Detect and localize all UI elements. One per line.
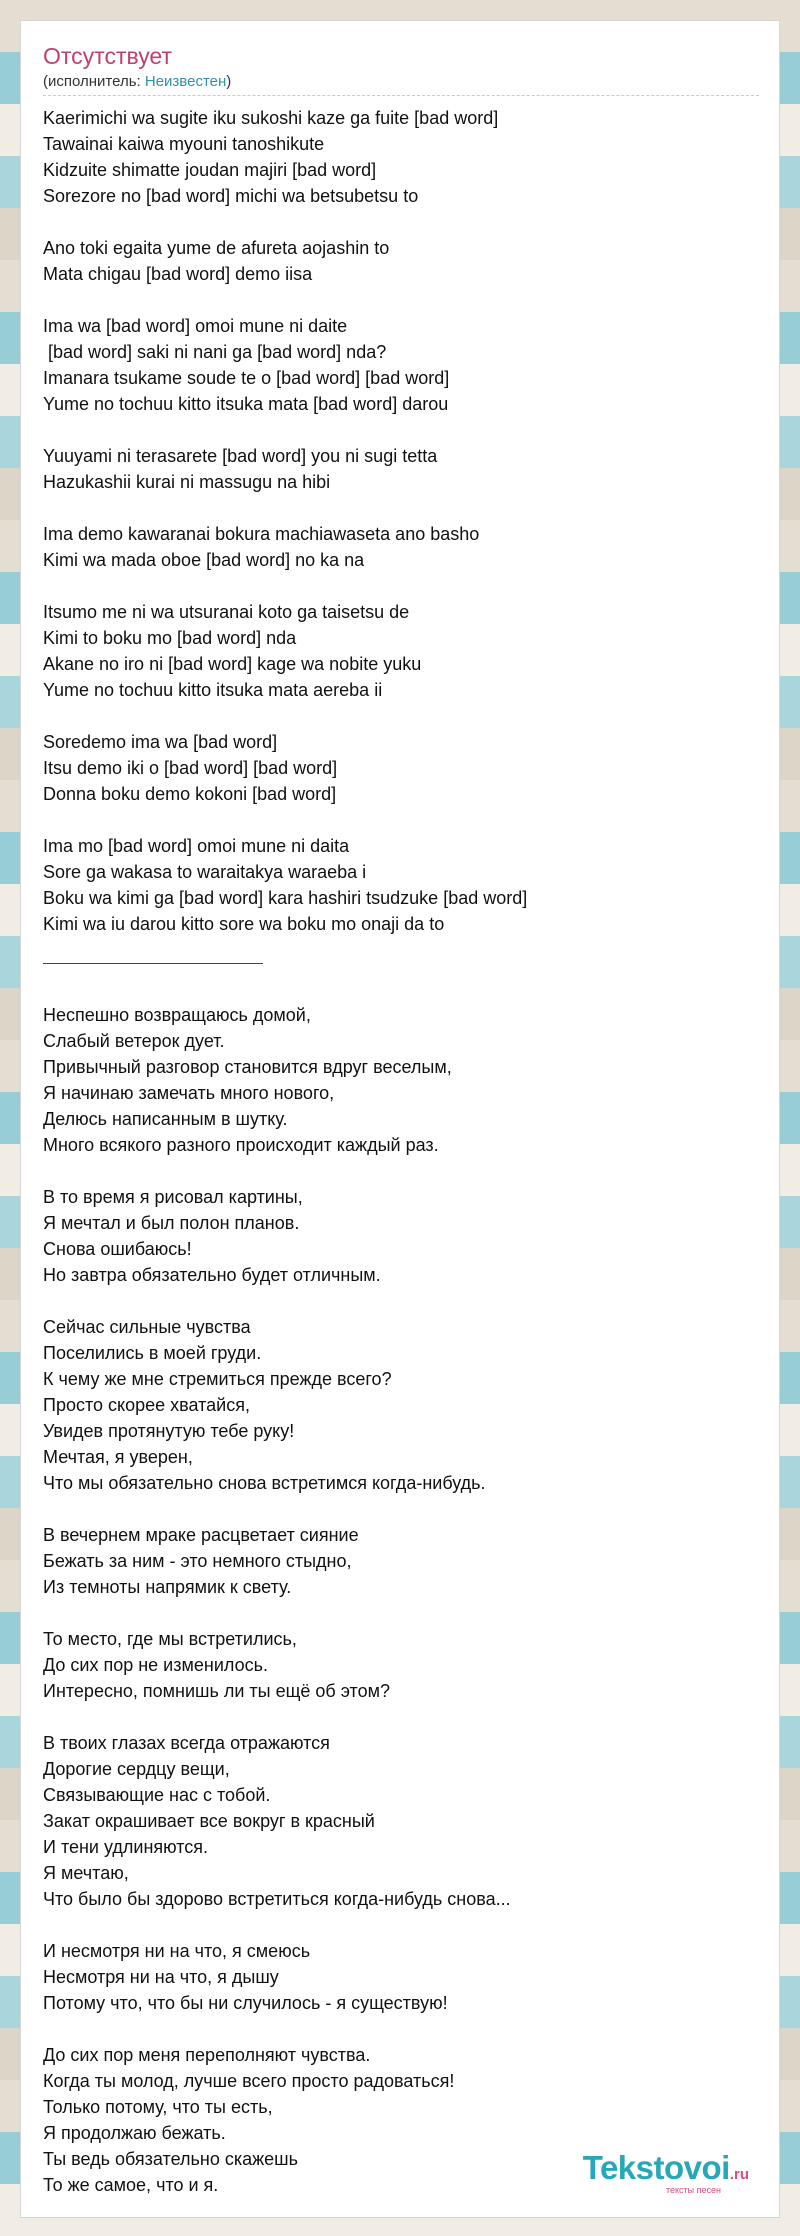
translation-stanza [43,1184,759,1288]
translation-line: Я продолжаю бежать. [43,2123,226,2143]
translation-stanza [43,1314,759,1496]
lyrics-body [43,105,759,2224]
translation-stanza [43,1002,759,1158]
translation-stanza [43,1938,759,2016]
translation-line: Просто скорее хватайся, [43,1395,250,1415]
translation-line: До сих пор не изменилось. [43,1655,268,1675]
translation-line: Неспешно возвращаюсь домой, [43,1005,311,1025]
translation-line: Делюсь написанным в шутку. [43,1109,288,1129]
original-stanza [43,729,759,807]
original-line: Ima mo [bad word] omoi mune ni daita [43,836,350,856]
original-line: Sorezore no [bad word] michi wa betsubetsu to [43,186,419,206]
translation-line: До сих пор меня переполняют чувства. [43,2045,371,2065]
original-line: Kimi to boku mo [bad word] nda [43,628,297,648]
translation-line: Только потому, что ты есть, [43,2097,273,2117]
translation-line: В то время я рисовал картины, [43,1187,303,1207]
translation-line: Я начинаю замечать много нового, [43,1083,335,1103]
translation-line: Но завтра обязательно будет отличным. [43,1265,381,1285]
artist-suffix: ) [226,73,232,90]
translation-stanza [43,1626,759,1704]
original-line: Yume no tochuu kitto itsuka mata [bad word] darou [43,394,449,414]
translation-stanza [43,1730,759,1912]
translation-line: Несмотря ни на что, я дышу [43,1967,279,1987]
site-logo[interactable] [583,2151,749,2195]
translation-line: Когда ты молод, лучше всего просто радоваться! [43,2071,455,2091]
translation-line: Ты ведь обязательно скажешь [43,2149,298,2169]
translation-stanza [43,1522,759,1600]
translation-line: И тени удлиняются. [43,1837,209,1857]
translation-line: Много всякого разного происходит каждый раз. [43,1135,439,1155]
translation-line: Мечтая, я уверен, [43,1447,193,1467]
translation-line: И несмотря ни на что, я смеюсь [43,1941,311,1961]
translation-line: Дорогие сердцу вещи, [43,1759,230,1779]
original-line: Yume no tochuu kitto itsuka mata aereba ii [43,680,383,700]
translation-line: Что было бы здорово встретиться когда-нибудь снова... [43,1889,511,1909]
translation-line: Слабый ветерок дует. [43,1031,225,1051]
translation-line: Интересно, помнишь ли ты ещё об этом? [43,1681,390,1701]
original-line: Donna boku demo kokoni [bad word] [43,784,337,804]
translation-line: То место, где мы встретились, [43,1629,297,1649]
original-line: Itsumo me ni wa utsuranai koto ga taisetsu de [43,602,410,622]
original-line: Hazukashii kurai ni massugu na hibi [43,472,331,492]
translation-line: Снова ошибаюсь! [43,1239,192,1259]
translation-line: Привычный разговор становится вдруг веселым, [43,1057,452,1077]
original-stanza [43,521,759,573]
translation-line: Связывающие нас с тобой. [43,1785,271,1805]
artist-prefix: (исполнитель: [43,73,145,90]
original-line: Ima wa [bad word] omoi mune ni daite [43,316,348,336]
original-stanza [43,443,759,495]
translation-line: Поселились в моей груди. [43,1343,262,1363]
original-line: Boku wa kimi ga [bad word] kara hashiri tsudzuke [bad word] [43,888,528,908]
translation-line: Потому что, что бы ни случилось - я существую! [43,1993,448,2013]
brand-tld: .ru [729,2166,749,2183]
brand-name: Tekstovoi [582,2149,730,2186]
artist-link[interactable]: Неизвестен [144,73,227,90]
original-stanza [43,833,759,937]
original-line: Kaerimichi wa sugite iku sukoshi kaze ga fuite [bad word] [43,108,499,128]
artist-line [43,71,759,96]
original-line: Imanara tsukame soude te o [bad word] [bad word] [43,368,450,388]
original-line: Kimi wa iu darou kitto sore wa boku mo onaji da to [43,914,445,934]
translation-lyrics [43,1002,759,2198]
original-stanza [43,313,759,417]
translation-line: Что мы обязательно снова встретимся когда-нибудь. [43,1473,486,1493]
translation-line: Увидев протянутую тебе руку! [43,1421,295,1441]
original-line: Sore ga wakasa to waraitakya waraeba i [43,862,367,882]
lyrics-card [20,20,780,2218]
brand-tagline: тексты песен [665,2185,721,2195]
translation-line: Закат окрашивает все вокруг в красный [43,1811,375,1831]
original-line: Tawainai kaiwa myouni tanoshikute [43,134,325,154]
translation-line: В вечернем мраке расцветает сияние [43,1525,359,1545]
original-stanza [43,235,759,287]
translation-line: В твоих глазах всегда отражаются [43,1733,330,1753]
original-line: Akane no iro ni [bad word] kage wa nobite yuku [43,654,422,674]
original-line: Yuuyami ni terasarete [bad word] you ni sugi tetta [43,446,438,466]
translation-line: К чему же мне стремиться прежде всего? [43,1369,392,1389]
original-line: Itsu demo iki o [bad word] [bad word] [43,758,338,778]
original-line: Kimi wa mada oboe [bad word] no ka na [43,550,365,570]
original-stanza [43,599,759,703]
original-line: Ano toki egaita yume de afureta aojashin to [43,238,390,258]
translation-line: Бежать за ним - это немного стыдно, [43,1551,352,1571]
translation-line: Я мечтаю, [43,1863,129,1883]
section-divider [43,963,263,964]
original-line: Mata chigau [bad word] demo iisa [43,264,313,284]
original-line: Ima demo kawaranai bokura machiawaseta ano basho [43,524,480,544]
translation-line: То же самое, что и я. [43,2175,219,2195]
translation-line: Сейчас сильные чувства [43,1317,251,1337]
original-line: Kidzuite shimatte joudan majiri [bad word] [43,160,377,180]
translation-line: Из темноты напрямик к свету. [43,1577,292,1597]
original-stanza [43,105,759,209]
song-title: Отсутствует [43,43,172,69]
translation-line: Я мечтал и был полон планов. [43,1213,300,1233]
original-line: [bad word] saki ni nani ga [bad word] nda? [43,342,387,362]
original-lyrics [43,105,759,937]
original-line: Soredemo ima wa [bad word] [43,732,278,752]
